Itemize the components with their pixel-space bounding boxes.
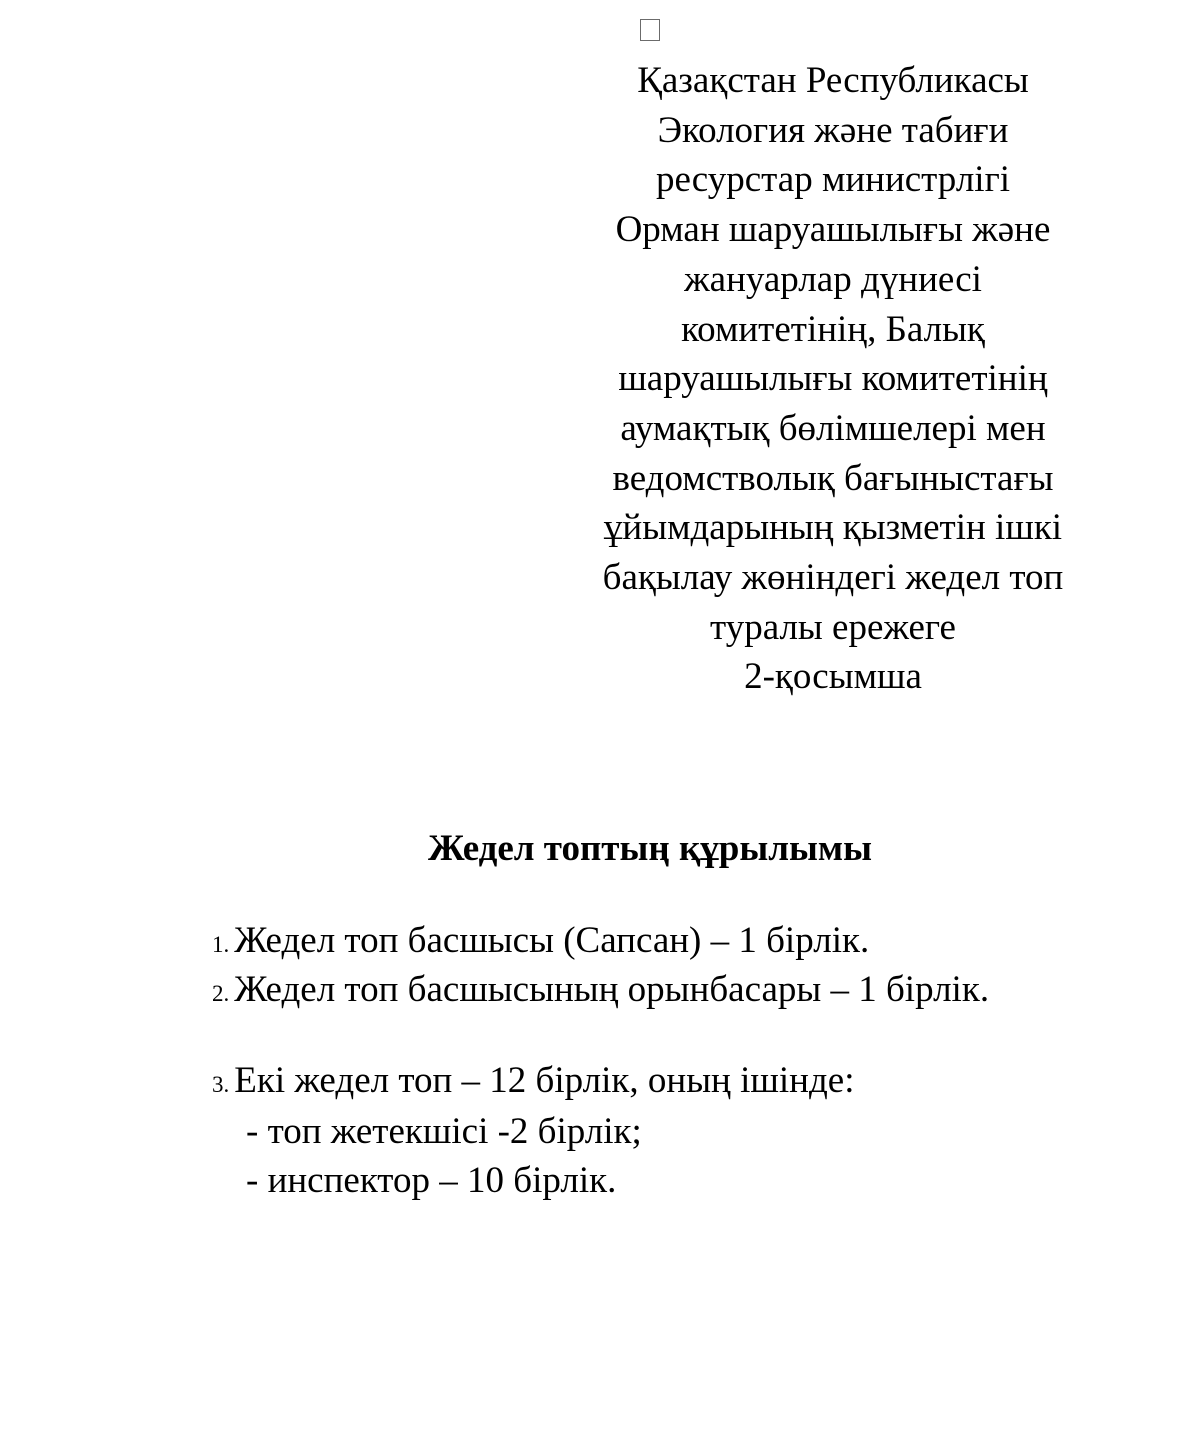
list-item bbox=[212, 918, 869, 968]
list-item-text: Екі жедел топ – 12 бірлік, оның ішінде: bbox=[234, 1060, 855, 1101]
header-line: туралы ережеге bbox=[710, 606, 956, 648]
header-line: Орман шаруашылығы және bbox=[615, 209, 1051, 251]
header-line: комитетінің, Балық bbox=[681, 308, 985, 350]
list-item bbox=[212, 967, 989, 1017]
appendix-number: 2-қосымша bbox=[744, 656, 922, 698]
list-item-number: 3. bbox=[212, 1072, 230, 1097]
header-line: аумақтық бөлімшелері мен bbox=[620, 407, 1046, 449]
header-line: бақылау жөніндегі жедел топ bbox=[602, 557, 1064, 599]
list-item-number: 1. bbox=[212, 932, 230, 957]
header-line: Экология және табиғи bbox=[657, 109, 1009, 151]
appendix-header bbox=[548, 56, 1118, 702]
sub-list-item: - топ жетекшісі -2 бірлік; bbox=[246, 1111, 642, 1152]
header-line: ведомстволық бағыныстағы bbox=[612, 457, 1054, 499]
list-item-text: Жедел топ басшысы (Сапсан) – 1 бірлік. bbox=[234, 920, 870, 961]
header-line: Қазақстан Республикасы bbox=[637, 60, 1029, 101]
list-item-number: 2. bbox=[212, 981, 230, 1006]
header-line: ресурстар министрлігі bbox=[655, 159, 1011, 201]
header-line: жануарлар дүниесі bbox=[684, 258, 982, 300]
header-line: шаруашылығы комитетінің bbox=[618, 358, 1048, 400]
document-title: Жедел топтың құрылымы bbox=[428, 828, 872, 869]
sub-list-item: - инспектор – 10 бірлік. bbox=[246, 1160, 617, 1201]
list-item-text: Жедел топ басшысының орынбасары – 1 бірлік. bbox=[234, 969, 990, 1010]
list-item bbox=[212, 1058, 855, 1108]
checkbox-placeholder bbox=[640, 19, 660, 41]
header-line: ұйымдарының қызметін ішкі bbox=[603, 507, 1063, 549]
